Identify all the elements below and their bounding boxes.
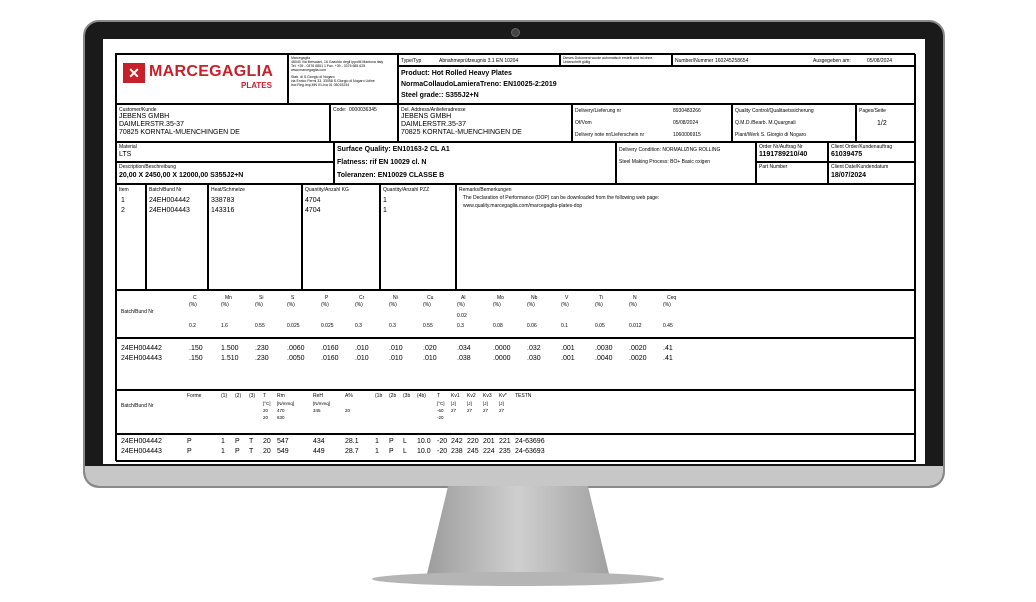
- items-col-batch: [146, 184, 208, 290]
- chem-element-label: V: [565, 295, 569, 301]
- chem-unit-label: (%): [321, 302, 329, 308]
- material-label: Material: [119, 144, 137, 150]
- chem-element-label: N: [633, 295, 637, 301]
- mech-value: 1: [221, 448, 225, 455]
- mech-value: -20: [437, 448, 448, 455]
- mech-value: -20: [437, 438, 448, 445]
- mech-min-value: 345: [313, 408, 321, 413]
- chem-value: .0040: [595, 355, 613, 362]
- mech-header-label: Kv*: [499, 393, 507, 399]
- kg-value: 4704: [305, 197, 321, 204]
- mech-value: 449: [313, 448, 325, 455]
- mech-value: 10.0: [417, 438, 431, 445]
- part-label: Part Number: [759, 164, 788, 170]
- mech-min-value: 27: [451, 408, 457, 413]
- code-value: 0000036345: [349, 107, 377, 113]
- order-value: 1191789210/40: [759, 151, 808, 158]
- mech-value: 434: [313, 438, 325, 445]
- logo-mark-icon: ✕: [123, 63, 145, 83]
- chem-value: .020: [423, 345, 437, 352]
- mech-value: 28.1: [345, 438, 359, 445]
- mech-value: 20: [263, 448, 271, 455]
- mech-unit-label: [N/mmq]: [277, 401, 295, 406]
- chem-max-value: 0.3: [457, 323, 464, 329]
- inspection-certificate: [115, 53, 915, 461]
- mech-header-label: Kv1: [451, 393, 460, 399]
- mech-header-label: Kv3: [483, 393, 492, 399]
- chem-value: .0000: [493, 345, 511, 352]
- client-date-cell: [828, 162, 916, 184]
- delivery-of-value: 05/08/2024: [673, 120, 699, 126]
- delivery-condition-text: Delivery Condition: NORMALIZING ROLLING: [619, 147, 721, 153]
- mech-header-label: (2b: [389, 393, 397, 399]
- customer-cell: [116, 104, 330, 142]
- mech-value: 224: [483, 448, 495, 455]
- chem-element-label: Mo: [497, 295, 504, 301]
- mech-header-label: ReH: [313, 393, 324, 399]
- chem-value: .150: [189, 355, 203, 362]
- mech-value: P: [187, 438, 192, 445]
- mech-unit-label: [N/mmq]: [313, 401, 331, 406]
- quality-label: Quality Control/Qualitaetssicherung: [735, 108, 814, 114]
- chem-element-label: Ceq: [667, 295, 677, 301]
- mech-unit-label: [J]: [467, 401, 472, 406]
- chem-value: .001: [561, 345, 575, 352]
- heat-value: 338783: [211, 197, 235, 204]
- chem-unit-label: (%): [493, 302, 501, 308]
- pz-value: 1: [383, 207, 387, 214]
- chem-value: .0060: [287, 345, 305, 352]
- chem-value: .010: [389, 345, 403, 352]
- mech-value: 235: [499, 448, 511, 455]
- mech-value: 1: [221, 438, 225, 445]
- chem-max-value: 0.55: [423, 323, 433, 329]
- chem-value: .0020: [629, 345, 647, 352]
- chem-unit-label: (%): [527, 302, 535, 308]
- mech-value: 201: [483, 438, 495, 445]
- chem-row-batch: 24EH004442: [121, 345, 162, 352]
- delivery-address-line: JEBENS GMBH: [401, 113, 452, 120]
- delivery-address-cell: [398, 104, 572, 142]
- company-info: [288, 54, 398, 104]
- chem-value: .010: [389, 355, 403, 362]
- mech-value: 549: [277, 448, 289, 455]
- mech-header-label: (3b: [403, 393, 411, 399]
- mech-header-label: A%: [345, 393, 353, 399]
- chem-value: .010: [423, 355, 437, 362]
- webcam-icon: [511, 28, 520, 37]
- mech-header-label: (2): [235, 393, 242, 399]
- chem-max-value: 0.08: [493, 323, 503, 329]
- monitor-stand-neck: [426, 486, 610, 578]
- chem-element-label: C: [193, 295, 197, 301]
- delivery-note-label: Delivery note nr/Lieferschein nr: [575, 132, 645, 138]
- chem-header-block: [116, 290, 916, 338]
- mech-min-value: 20: [345, 408, 351, 413]
- chem-element-label: Si: [259, 295, 264, 301]
- mech-min-value: 470: [277, 408, 285, 413]
- flatness-text: Flatness: rif EN 10029 cl. N: [337, 159, 427, 166]
- surface-cell: [334, 142, 616, 184]
- number-label: Number/Nummer: [675, 58, 714, 64]
- mech-header-label: Rm: [277, 393, 285, 399]
- chem-max-value: 0.3: [355, 323, 362, 329]
- mech-value: 238: [451, 448, 463, 455]
- mech-value: T: [249, 448, 254, 455]
- mech-min-value: 27: [467, 408, 473, 413]
- issued-value: 05/08/2024: [867, 58, 893, 64]
- material-value: LTS: [119, 151, 132, 158]
- mech-value: P: [235, 448, 240, 455]
- chem-value: .001: [561, 355, 575, 362]
- chem-value: .41: [663, 345, 673, 352]
- remarks-link: www.quality.marcegaglia.com/marcegaglia-plates-dop: [463, 203, 583, 209]
- tolerances-text: Toleranzen: EN10029 CLASSE B: [337, 172, 445, 179]
- chem-al-min-value: 0.02: [457, 313, 467, 319]
- company-line: Tel. +39 - 0376 6851 1 Fax. +39 - 0376 685 625: [291, 64, 366, 68]
- chem-unit-label: (%): [189, 302, 197, 308]
- chem-unit-label: (%): [423, 302, 431, 308]
- item-header: Item: [119, 187, 129, 193]
- monitor-frame: [83, 20, 945, 488]
- company-line: Marcegaglia: [291, 56, 311, 60]
- chem-element-label: Nb: [531, 295, 538, 301]
- kg-value: 4704: [305, 207, 321, 214]
- delivery-of-label: Of/Vom: [575, 120, 592, 126]
- delivery-condition-cell: [616, 142, 756, 184]
- mech-value: 20: [263, 438, 271, 445]
- batch-value: 24EH004443: [149, 207, 190, 214]
- chem-value: .230: [255, 355, 269, 362]
- chem-value: .038: [457, 355, 471, 362]
- customer-line: DAIMLERSTR.35-37: [119, 121, 184, 128]
- part-cell: [756, 162, 828, 184]
- chem-value: .010: [355, 355, 369, 362]
- logo-sub: PLATES: [241, 81, 272, 90]
- product-cell: [398, 66, 916, 104]
- chem-element-label: Al: [461, 295, 466, 301]
- auto-notice: [560, 54, 672, 66]
- product-text: Product: Hot Rolled Heavy Plates: [401, 70, 512, 77]
- chem-values-block: [116, 338, 916, 390]
- chem-element-label: S: [291, 295, 295, 301]
- chem-unit-label: (%): [355, 302, 363, 308]
- chem-element-label: Ni: [393, 295, 398, 301]
- pages-label: Pages/Seite: [859, 108, 886, 114]
- chem-element-label: P: [325, 295, 329, 301]
- quality-qmd: Q.M.D./Bearb. M.Quargnali: [735, 120, 796, 126]
- mech-value: 1: [375, 438, 379, 445]
- logo-name: MARCEGAGLIA: [149, 63, 274, 80]
- mech-max-value: 630: [277, 415, 285, 420]
- mech-row-batch: 24EH004443: [121, 448, 162, 455]
- pz-value: 1: [383, 197, 387, 204]
- chem-max-value: 0.012: [629, 323, 642, 329]
- mech-max-value: -20: [437, 415, 444, 420]
- chem-value: 1.500: [221, 345, 239, 352]
- chem-max-value: 1.6: [221, 323, 228, 329]
- chem-value: .010: [355, 345, 369, 352]
- remarks-line: The Declaration of Performance (DOP) can be downloaded from the following web page:: [463, 195, 660, 201]
- item-number: 2: [121, 207, 125, 214]
- mech-unit-label: [J]: [451, 401, 456, 406]
- mech-value: T: [249, 438, 254, 445]
- chem-batch-label: Batch/Bund Nr: [121, 309, 154, 315]
- client-date-value: 18/07/2024: [831, 172, 867, 179]
- pages-value: 1/2: [877, 120, 887, 127]
- mech-batch-label: Batch/Bund Nr: [121, 403, 154, 409]
- mech-value: 28.7: [345, 448, 359, 455]
- mech-value: 547: [277, 438, 289, 445]
- chem-value: .150: [189, 345, 203, 352]
- material-cell: [116, 142, 334, 162]
- chem-unit-label: (%): [629, 302, 637, 308]
- chem-value: .0020: [629, 355, 647, 362]
- screen: [103, 39, 925, 464]
- chem-value: .034: [457, 345, 471, 352]
- company-line: via Enrico Fermi 33, 33058 S.Giorgio di Nogaro Udine: [291, 79, 375, 83]
- mech-header-block: [116, 390, 916, 434]
- remarks-cell: [456, 184, 916, 290]
- client-date-label: Client Date/Kundendatum: [831, 164, 889, 170]
- mech-unit-label: [J]: [483, 401, 488, 406]
- item-number: 1: [121, 197, 125, 204]
- items-col-pz: [380, 184, 456, 290]
- mech-header-label: (4b): [417, 393, 426, 399]
- chem-element-label: Ti: [599, 295, 603, 301]
- customer-line: 70825 KORNTAL-MUENCHINGEN DE: [119, 129, 240, 136]
- mech-value: P: [235, 438, 240, 445]
- mech-value: 24-63693: [515, 448, 545, 455]
- chem-value: .0050: [287, 355, 305, 362]
- customer-line: JEBENS GMBH: [119, 113, 170, 120]
- mech-unit-label: [°C]: [263, 401, 271, 406]
- mech-max-value: 20: [263, 415, 269, 420]
- mech-value: 245: [467, 448, 479, 455]
- mech-min-value: 27: [499, 408, 505, 413]
- chem-unit-label: (%): [221, 302, 229, 308]
- mech-header-label: Forme: [187, 393, 202, 399]
- chem-max-value: 0.05: [595, 323, 605, 329]
- chem-value: 1.510: [221, 355, 239, 362]
- kg-header: Quantity/Anzahl KG: [305, 187, 349, 193]
- items-col-kg: [302, 184, 380, 290]
- mech-header-label: (1b: [375, 393, 383, 399]
- delivery-label: Delivery/Lieferung nr: [575, 108, 622, 114]
- chem-value: .0160: [321, 345, 339, 352]
- monitor-chin: [85, 466, 943, 486]
- mech-value: 24-63696: [515, 438, 545, 445]
- chem-max-value: 0.2: [189, 323, 196, 329]
- batch-value: 24EH004442: [149, 197, 190, 204]
- chem-element-label: Cr: [359, 295, 365, 301]
- mech-value: 221: [499, 438, 511, 445]
- chem-max-value: 0.45: [663, 323, 673, 329]
- chem-unit-label: (%): [255, 302, 263, 308]
- mech-min-value: 20: [263, 408, 269, 413]
- mech-min-value: -60: [437, 408, 444, 413]
- chem-unit-label: (%): [287, 302, 295, 308]
- batch-header: Batch/Bund Nr: [149, 187, 182, 193]
- mech-header-label: T: [263, 393, 267, 399]
- items-col-heat: [208, 184, 302, 290]
- chem-max-value: 0.025: [321, 323, 334, 329]
- monitor-stand-base: [372, 572, 664, 586]
- chem-element-label: Cu: [427, 295, 434, 301]
- quality-plant: Plant/Werk S. Giorgio di Nogaro: [735, 132, 807, 138]
- chem-max-value: 0.06: [527, 323, 537, 329]
- steel-grade-text: Steel grade:: S355J2+N: [401, 92, 479, 99]
- mech-value: L: [403, 438, 407, 445]
- mech-value: P: [187, 448, 192, 455]
- mech-values-block: [116, 434, 916, 462]
- chem-unit-label: (%): [595, 302, 603, 308]
- mech-value: 1: [375, 448, 379, 455]
- steel-making-text: Steel Making Process: BO+ Basic oxigen: [619, 159, 711, 165]
- chem-value: .0160: [321, 355, 339, 362]
- client-order-cell: [828, 142, 916, 162]
- company-line: 46040 Via Bresciani, 16 Gazoldo degli Ippoliti Mantova Italy: [291, 60, 384, 64]
- delivery-address-line: DAIMLERSTR.35-37: [401, 121, 466, 128]
- mech-header-label: (3): [249, 393, 256, 399]
- doc-type-value: Abnahmeprüfzeugnis 3.1 EN 10204: [439, 58, 519, 64]
- chem-value: .032: [527, 345, 541, 352]
- mech-unit-label: [°C]: [437, 401, 445, 406]
- mech-row-batch: 24EH004442: [121, 438, 162, 445]
- heat-header: Heat/Schmelze: [211, 187, 245, 193]
- mech-value: 10.0: [417, 448, 431, 455]
- mech-value: L: [403, 448, 407, 455]
- mech-min-value: 27: [483, 408, 489, 413]
- chem-value: .230: [255, 345, 269, 352]
- logo-cell: [116, 54, 288, 104]
- order-label: Order Nr/Auftrag Nr: [759, 144, 803, 150]
- notice-text: Dieses Dokument wurde automatisch erstellt und ist ohne Unterschrift gültig: [563, 56, 653, 65]
- delivery-address-label: Del. Address/Anlieferadresse: [401, 107, 466, 113]
- company-line: Stab. di S.Giorgio di Nogaro: [291, 75, 335, 79]
- company-line: Iscr.Reg.Imp.MN 01-Iva 01 05015234: [291, 83, 350, 87]
- marcegaglia-logo: [123, 59, 289, 93]
- number-cell: [672, 54, 916, 66]
- quality-cell: [732, 104, 856, 142]
- description-value: 20,00 X 2450,00 X 12000,00 S355J2+N: [119, 172, 244, 179]
- pz-header: Quantity/Anzahl PZZ: [383, 187, 430, 193]
- client-order-label: Client Order/Kundenauftrag: [831, 144, 893, 150]
- chem-unit-label: (%): [457, 302, 465, 308]
- chem-value: .0030: [595, 345, 613, 352]
- chem-max-value: 0.3: [389, 323, 396, 329]
- pages-cell: [856, 104, 916, 142]
- mech-value: 242: [451, 438, 463, 445]
- chem-unit-label: (%): [389, 302, 397, 308]
- delivery-note-value: 1060006915: [673, 132, 701, 138]
- items-col-item: [116, 184, 146, 290]
- norma-text: NormaCollaudoLamieraTreno: EN10025-2:2019: [401, 81, 557, 88]
- chem-unit-label: (%): [561, 302, 569, 308]
- doc-type: [398, 54, 560, 66]
- chem-element-label: Mn: [225, 295, 232, 301]
- mech-header-label: Kv2: [467, 393, 476, 399]
- client-order-value: 61039475: [831, 151, 863, 158]
- surface-text: Surface Quality: EN10163-2 CL A1: [337, 146, 450, 153]
- chem-value: .41: [663, 355, 673, 362]
- mech-value: P: [389, 438, 394, 445]
- chem-max-value: 0.025: [287, 323, 300, 329]
- chem-max-value: 0.1: [561, 323, 568, 329]
- mech-value: 220: [467, 438, 479, 445]
- chem-value: .030: [527, 355, 541, 362]
- code-cell: [330, 104, 398, 142]
- remarks-header: Remarks/Bemerkungen: [459, 187, 512, 193]
- chem-max-value: 0.55: [255, 323, 265, 329]
- mech-header-label: TESTN: [515, 393, 532, 399]
- number-value: 160245258654: [715, 58, 749, 64]
- chem-row-batch: 24EH004443: [121, 355, 162, 362]
- customer-label: Customer/Kunde: [119, 107, 157, 113]
- doc-type-label: Type/Typ: [401, 58, 422, 64]
- issued-label: Ausgegeben am:: [813, 58, 851, 64]
- delivery-cell: [572, 104, 732, 142]
- mech-unit-label: [J]: [499, 401, 504, 406]
- delivery-address-line: 70825 KORNTAL-MUENCHINGEN DE: [401, 129, 522, 136]
- description-cell: [116, 162, 334, 184]
- delivery-value: 8930483266: [673, 108, 701, 114]
- order-cell: [756, 142, 828, 162]
- heat-value: 143316: [211, 207, 235, 214]
- company-line: www.marcegaglia.com: [291, 68, 327, 72]
- code-label: Code:: [333, 107, 347, 113]
- mech-header-label: T: [437, 393, 441, 399]
- mech-header-label: (1): [221, 393, 228, 399]
- chem-value: .0000: [493, 355, 511, 362]
- chem-unit-label: (%): [663, 302, 671, 308]
- description-label: Description/Beschreibung: [119, 164, 176, 170]
- mech-value: P: [389, 448, 394, 455]
